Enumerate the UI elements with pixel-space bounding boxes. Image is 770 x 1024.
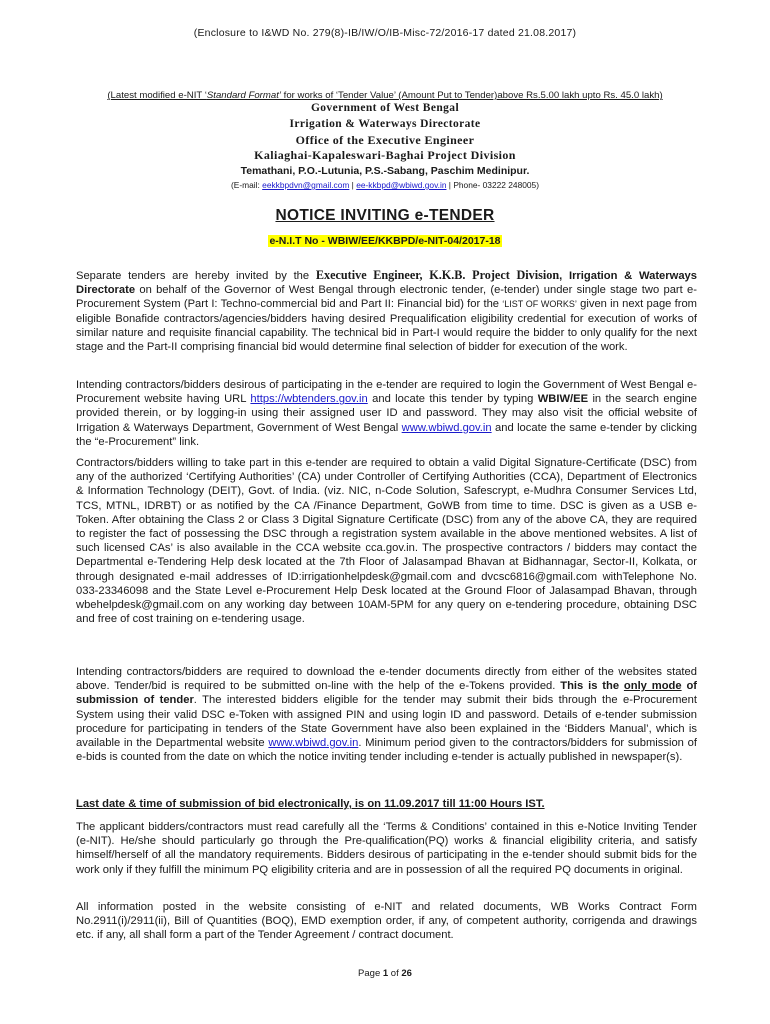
format-note-italic: Standard Format’ xyxy=(206,90,281,101)
wbiwd-link[interactable]: www.wbiwd.gov.in xyxy=(401,421,492,434)
submission-deadline: Last date & time of submission of bid electronically, is on 11.09.2017 till 11:00 Hours IST. xyxy=(76,798,545,810)
p1-bold-ee: Executive Engineer, K.K.B. Project Division xyxy=(315,268,560,282)
p1-text-1: Separate tenders are hereby invited by the xyxy=(76,270,316,282)
paragraph-download xyxy=(76,665,697,764)
paragraph-login xyxy=(76,378,697,449)
p2-text-1: Intending contractors/bidders desirous of participating in the e-tender are required to login the Government of West Bengal e-Procurement website having URL xyxy=(76,379,697,406)
enclosure-reference: (Enclosure to I&WD No. 279(8)-IB/IW/O/IB-Misc-72/2016-17 dated 21.08.2017) xyxy=(193,27,577,39)
p2-text-4: and locate the same e-tender by clicking the “e-Procurement” link. xyxy=(76,421,697,448)
header-directorate: Irrigation & Waterways Directorate xyxy=(289,118,481,130)
contact-phone: | Phone- 03222 248005) xyxy=(446,180,539,190)
p1-text-3: given in next page from eligible Bonafide contractors/agencies/bidders having desired Prequalification eligibility credential for execution of works of similar nature and requisite financial capability. The technical bid in Part-I would require the bidder to only qualify for the next stage and the Part-II comprising financial bid would determine final selection of bidder for execution of the work. xyxy=(76,298,698,354)
contact-line xyxy=(0,180,770,190)
email-link-2[interactable]: ee-kkbpd@wbiwd.gov.in xyxy=(356,180,447,190)
p1-text-2: on behalf of the Governor of West Bengal through electronic tender, (e-tender) under single stage two part e-Procurement System (Part I: Techno-commercial bid and Part II: Financial bid) for the xyxy=(76,284,697,311)
contact-pre: (E-mail: xyxy=(230,180,263,190)
p4-only-mode: only mode xyxy=(623,680,682,693)
p4-text-3: . Minimum period given to the contractors/bidders for submission of e-bids is counted from the date on which the notice inviting tender including e-tender is actually published in newspaper(s). xyxy=(76,737,697,764)
header-government: Government of West Bengal xyxy=(310,102,460,114)
wbtenders-link[interactable]: https://wbtenders.gov.in xyxy=(250,393,368,406)
header-office: Office of the Executive Engineer xyxy=(295,133,475,147)
p2-text-3: in the search engine provided therein, or by logging-in using their assigned user ID and password. They may also visit the official website of Irrigation & Waterways Department, Government of West Bengal xyxy=(76,393,698,434)
email-link-1[interactable]: eekkbpdvn@gmail.com xyxy=(262,180,350,190)
contact-separator: | xyxy=(349,180,357,190)
nit-number xyxy=(0,231,770,249)
format-note-pre: (Latest modified e-NIT ‘ xyxy=(107,90,207,101)
page-number xyxy=(0,968,770,979)
paragraph-dsc: Contractors/bidders willing to take part in this e-tender are required to obtain a valid Digital Signature-Certificate (DSC) from any of the authorized ‘Certifying Authorities’ (CA) under Controller of Certifying Authorities (CCA), Department of Electronics & Information Technology (DEIT), Govt. of India. (viz. NIC, n-Code Solution, Safescrypt, e-Mudhra Consumer Services Ltd, TCS, MTNL, IDRBT) or as notified by the CA /Finance Department, GoWB from time to time. DSC is given as a USB e-Token. After obtaining the Class 2 or Class 3 Digital Signature Certificate (DSC) from any of the above CA, they are required to register the fact of possessing the DSC through a registration system available in the above mentioned websites. A list of such licensed CAs’ is also available in the CCA website cca.gov.in. The prospective contractors / bidders may contact the Departmental e-Tendering Help desk located at the 7th Floor of Jalasampad Bhavan at Bidhannagar, Sector-II, Kolkata, or through designated e-mail addresses of ID:irrigationhelpdesk@gmail.com and dvcsc6816@gmail.com withTelephone No. 033-23346098 and the State Level e-Procurement Help Desk located at the Ground Floor of Jalasampad Bhavan, through wbehelpdesk@gmail.com on any working day between 10AM-5PM for any query on e-tendering procedure, obtaining DSC and free of cost training on e-tendering usage. xyxy=(76,457,697,626)
format-note xyxy=(0,90,770,101)
paragraph-invitation xyxy=(76,268,697,354)
notice-title: NOTICE INVITING e-TENDER xyxy=(275,207,495,224)
wbiwd-link-2[interactable]: www.wbiwd.gov.in xyxy=(268,737,359,750)
format-note-post: for works of ‘Tender Value’ (Amount Put to Tender)above Rs.5.00 lakh upto Rs. 45.0 lakh) xyxy=(281,90,663,101)
header-division: Kaliaghai-Kapaleswari-Baghai Project Division xyxy=(254,148,516,162)
p4-bold-1: This is the xyxy=(560,680,624,693)
p4-text-2: . The interested bidders eligible for the tender may submit their bids through the e-Procurement System using their valid DSC e-Token with assigned PIN and using login ID and password. Details of e-tender submission procedure for participating in tenders of the State Government have also been explained in the ‘Bidders Manual’, which is available in the Departmental website xyxy=(76,694,697,750)
p2-search-term: WBIW/EE xyxy=(537,393,589,406)
paragraph-terms: The applicant bidders/contractors must read carefully all the ‘Terms & Conditions’ contained in this e-Notice Inviting Tender (e-NIT). He/she should particularly go through the Pre-qualification(PQ) works & financial eligibility criteria, and satisfy himself/herself of all the mandatory requirements. Bidders desirous of participating in the e-tender should submit bids for the work only if they fulfill the minimum PQ eligibility criteria and are in possession of all the required PQ documents in original. xyxy=(76,821,697,876)
p1-bold-directorate: , Irrigation & Waterways Directorate xyxy=(76,270,698,297)
p4-bold-2: of submission of tender xyxy=(76,680,698,707)
p1-list-of-works: ‘LIST OF WORKS’ xyxy=(502,299,577,310)
p4-text-1: Intending contractors/bidders are required to download the e-tender documents directly from either of the websites stated above. Tender/bid is required to be submitted on-line with the help of the e-Tokens provided. xyxy=(76,666,697,693)
page-of: of xyxy=(388,968,402,979)
paragraph-information: All information posted in the website consisting of e-NIT and related documents, WB Works Contract Form No.2911(i)/2911(ii), Bill of Quantities (BOQ), EMD exemption order, if any, of competent authority, corrigenda and drawings etc. if any, all shall form a part of the Tender Agreement / contract document. xyxy=(76,901,697,942)
nit-number-highlight: e-N.I.T No - WBIW/EE/KKBPD/e-NIT-04/2017-18 xyxy=(269,235,501,247)
p2-text-2: and locate this tender by typing xyxy=(367,393,538,406)
page-total: 26 xyxy=(401,968,412,979)
office-address: Temathani, P.O.-Lutunia, P.S.-Sabang, Paschim Medinipur. xyxy=(240,165,530,177)
page-current: 1 xyxy=(382,968,389,979)
page-label: Page xyxy=(358,968,383,979)
